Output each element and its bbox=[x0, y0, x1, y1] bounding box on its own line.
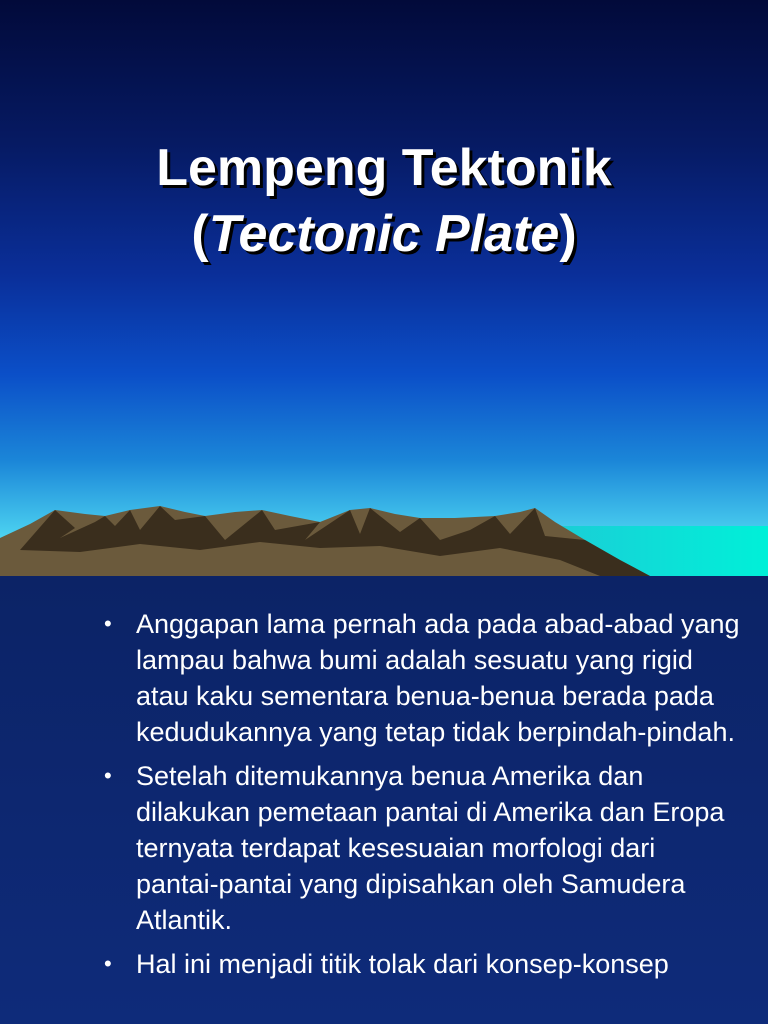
bullet-text: Setelah ditemukannya benua Amerika dan dilakukan pemetaan pantai di Amerika dan Eropa ternyata terdapat kesesuaian morfologi dari pantai-pantai yang dipisahkan oleh Samudera Atlantik. bbox=[136, 761, 725, 935]
bullet-item bbox=[104, 758, 744, 938]
title-italic-text: Tectonic Plate bbox=[208, 205, 560, 263]
bullet-dot-icon: • bbox=[104, 951, 112, 976]
bullet-item bbox=[104, 606, 744, 750]
bullet-dot-icon: • bbox=[104, 763, 112, 788]
bullet-text: Hal ini menjadi titik tolak dari konsep-konsep bbox=[136, 949, 669, 979]
title-main: Lempeng Tektonik bbox=[156, 139, 612, 197]
slide-title bbox=[0, 135, 768, 267]
bullet-text: Anggapan lama pernah ada pada abad-abad yang lampau bahwa bumi adalah sesuatu yang rigid atau kaku sementara benua-benua berada pada kedudukannya yang tetap tidak berpindah-pindah. bbox=[136, 609, 740, 747]
bullet-item bbox=[104, 946, 744, 982]
title-open-paren: ( bbox=[191, 205, 209, 263]
bullet-list bbox=[104, 606, 744, 990]
title-subtitle bbox=[0, 201, 768, 267]
title-close-paren: ) bbox=[559, 205, 577, 263]
mountain-range-illustration bbox=[0, 500, 768, 580]
bullet-dot-icon: • bbox=[104, 611, 112, 636]
